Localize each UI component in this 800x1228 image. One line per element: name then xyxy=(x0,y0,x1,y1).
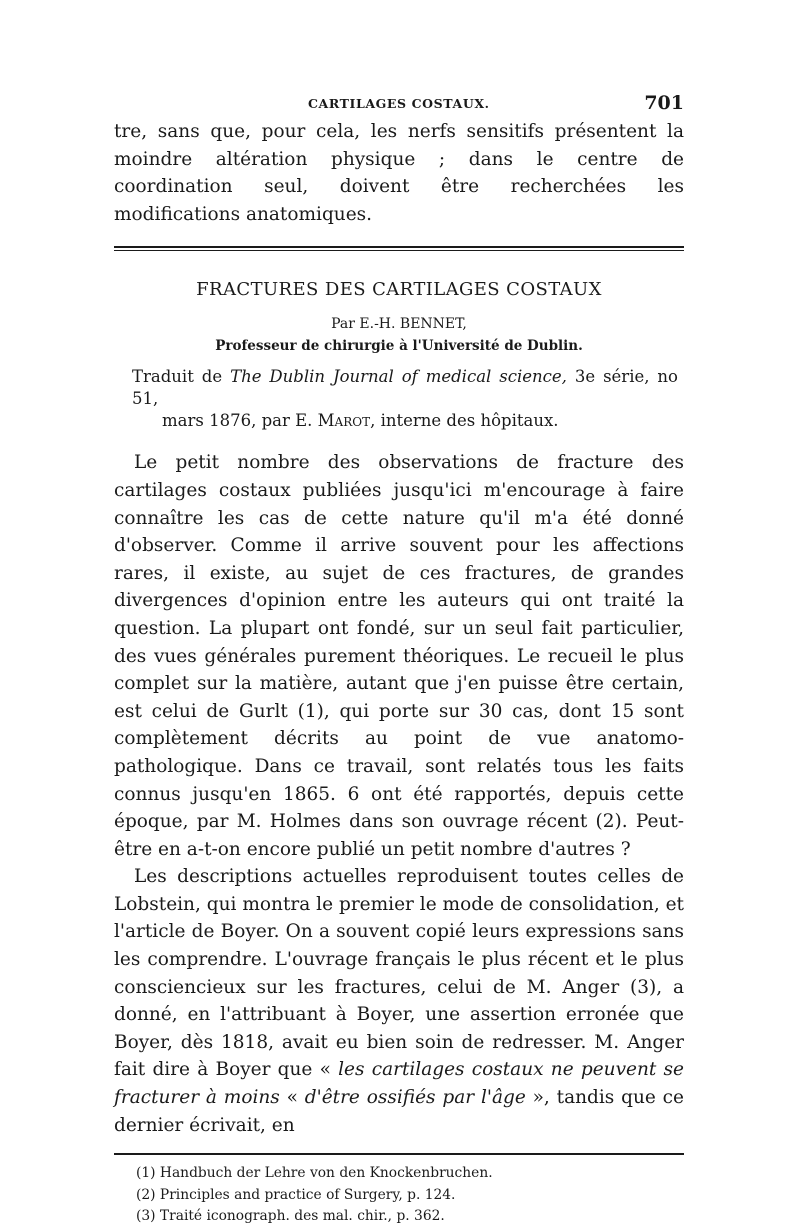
paragraph-2-end: », tandis que ce dernier écrivait, en xyxy=(114,1087,684,1136)
book-page xyxy=(114,92,684,1228)
quote-mark: « xyxy=(279,1087,305,1109)
footnote-3: (3) Traité iconograph. des mal. chir., p. 362. xyxy=(136,1208,445,1225)
body-paragraph-2 xyxy=(114,863,684,1139)
quoted-passage-2: d'être ossifiés par l'âge xyxy=(304,1087,526,1109)
translation-series: 3e série, no 51, xyxy=(132,367,678,409)
article-title: FRACTURES DES CARTILAGES COSTAUX xyxy=(196,279,602,301)
section-divider xyxy=(114,246,684,251)
author-affiliation: Professeur de chirurgie à l'Université de Dublin. xyxy=(215,338,583,355)
body-paragraph-1: Le petit nombre des observations de fracture des cartilages costaux publiées jusqu'ici m'encourage à faire connaître les cas de cette nature qu'il m'a été donné d'observer. Comme il arrive souvent pour les affections rares, il existe, au sujet de ces fractures, de grandes divergences d'opinion entre les auteurs qui ont traité la question. La plupart ont fondé, sur un seul fait particulier, des vues générales purement théoriques. Le recueil le plus complet sur la matière, autant que j'en puisse être certain, est celui de Gurlt (1), qui porte sur 30 cas, dont 15 sont complètement décrits au point de vue anatomo-pathologique. Dans ce travail, sont relatés tous les faits connus jusqu'en 1865. 6 ont été rapportés, depuis cette époque, par M. Holmes dans son ouvrage récent (2). Peut-être en a-t-on encore publié un petit nombre d'autres ? xyxy=(114,452,684,860)
translator-name: Marot xyxy=(317,411,371,431)
quoted-passage: les cartilages costaux ne peuvent se fracturer à moins xyxy=(114,1059,684,1109)
footnote-1: (1) Handbuch der Lehre von den Knockenbruchen. xyxy=(136,1165,493,1182)
translation-prefix: Traduit de xyxy=(132,367,231,387)
translation-note xyxy=(114,366,684,432)
footnote-divider xyxy=(114,1153,684,1155)
paragraph-2-text: Les descriptions actuelles reproduisent toutes celles de Lobstein, qui montra le premier le mode de consolidation, et l'article de Boyer. On a souvent copié leurs expressions sans les comprendre. L'ouvrage français le plus récent et le plus consciencieux sur les fractures, celui de M. Anger (3), a donné, en l'attribuant à Boyer, une assertion erronée que Boyer, dès 1818, avait eu bien soin de redresser. M. Anger fait dire à Boyer que « xyxy=(114,866,684,1081)
footnote-2: (2) Principles and practice of Surgery, p. 124. xyxy=(136,1186,456,1203)
journal-title: The Dublin Journal of medical science, xyxy=(230,367,567,387)
author-byline: Par E.-H. BENNET, xyxy=(331,316,467,333)
continuation-paragraph: tre, sans que, pour cela, les nerfs sensitifs présentent la moindre altération physique ; dans le centre de coordination seul, doivent être recherchées les modifications anatomiques. xyxy=(114,121,684,225)
running-title: CARTILAGES COSTAUX. xyxy=(308,96,490,111)
footnotes xyxy=(114,1163,684,1228)
translator-role: , interne des hôpitaux. xyxy=(370,411,559,431)
running-head xyxy=(114,92,684,118)
translation-date: mars 1876, par E. xyxy=(162,411,318,431)
page-number: 701 xyxy=(644,92,684,114)
